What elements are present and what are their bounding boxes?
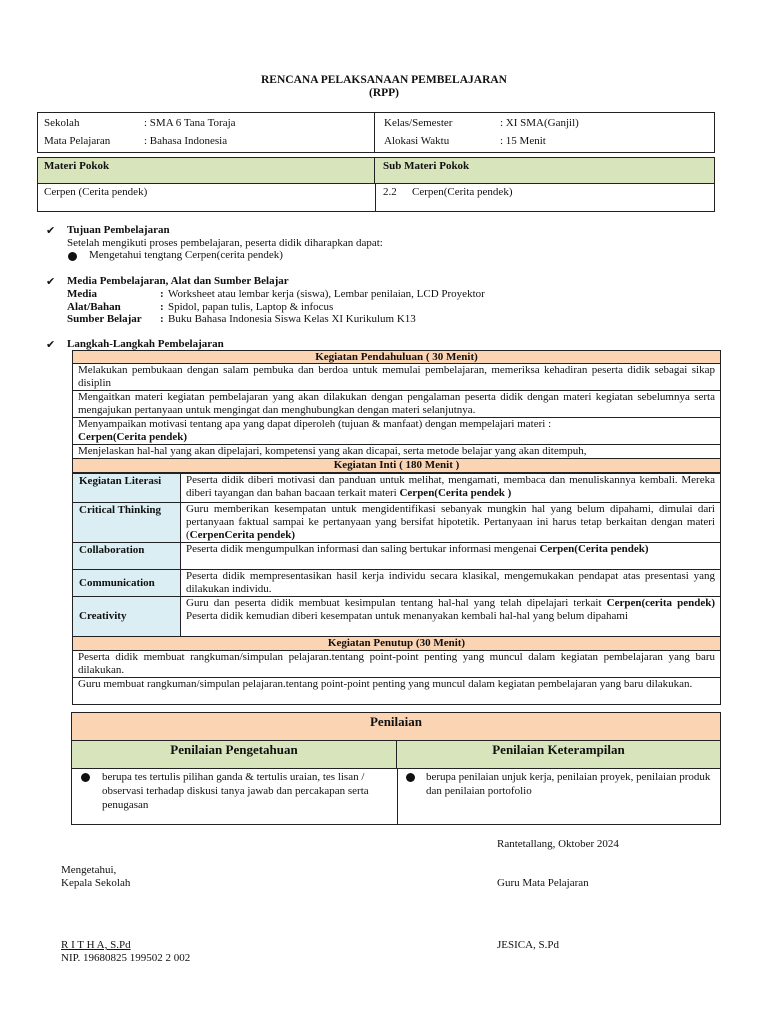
- bullet-icon: [81, 773, 90, 782]
- kepala-label: Kepala Sekolah: [61, 877, 131, 889]
- tujuan-intro: Setelah mengikuti proses pembelajaran, peserta didik diharapkan dapat:: [67, 237, 383, 249]
- media-heading: Media Pembelajaran, Alat dan Sumber Belajar: [67, 275, 289, 287]
- penilaian-header: Penilaian: [72, 713, 720, 741]
- kepala-name: R I T H A, S.Pd: [61, 939, 131, 951]
- kelas-value: : XI SMA(Ganjil): [500, 117, 579, 129]
- check-icon: ✔: [46, 275, 56, 288]
- document-subtitle: (RPP): [368, 87, 399, 99]
- penutup-row: Peserta didik membuat rangkuman/simpulan pelajaran.tentang point-point penting yang muncul dalam kegiatan pembelajaran yang baru dilakukan.: [72, 651, 721, 678]
- alat-colon: :: [160, 301, 164, 313]
- materi-divider: [375, 184, 376, 211]
- sekolah-label: Sekolah: [44, 117, 80, 129]
- identity-box: [37, 112, 715, 153]
- guru-label: Guru Mata Pelajaran: [497, 877, 589, 889]
- pendahuluan-materi: Cerpen(Cerita pendek): [78, 431, 188, 443]
- inti-table: [72, 473, 721, 637]
- inti-label: Critical Thinking: [73, 503, 181, 543]
- media-label: Media: [67, 288, 97, 300]
- penilaian-box: [71, 712, 721, 825]
- sub-materi-header-cell: [375, 158, 714, 184]
- pendahuluan-row: Mengaitkan materi kegiatan pembelajaran yang akan dilakukan dengan pengalaman peserta didik dengan materi kegiatan sebelumnya serta mengajukan pertanyaan untuk mengingat dan menghubungkan dengan materi selanjutnya.: [72, 391, 721, 418]
- langkah-heading: Langkah-Langkah Pembelajaran: [67, 338, 224, 350]
- table-row: [73, 503, 721, 543]
- materi-box: [37, 157, 715, 212]
- sub-materi-header: Sub Materi Pokok: [383, 160, 470, 172]
- inti-text: Guru memberikan kesempatan untuk mengidentifikasi sebanyak mungkin hal yang belum dipahami, dimulai dari pertanyaan faktual sampai ke pertanyaan yang bersifat hipotetik. Pertanyaan ini harus tetap berkaitan dengan materi (CerpenCerita pendek): [181, 503, 721, 543]
- alat-label: Alat/Bahan: [67, 301, 121, 313]
- inti-label: Creativity: [73, 597, 181, 637]
- inti-text: Peserta didik diberi motivasi dan panduan untuk melihat, mengamati, membaca dan menuliskannya kembali. Mereka diberi tayangan dan bahan bacaan terkait materi Cerpen(Cerita pendek ): [181, 474, 721, 503]
- sub-materi-number: 2.2: [383, 186, 397, 198]
- mapel-value: : Bahasa Indonesia: [144, 135, 228, 147]
- pengetahuan-text: berupa tes tertulis pilihan ganda & tertulis uraian, tes lisan / observasi terhadap diskusi tanya jawab dan percakapan serta penugasan: [102, 771, 369, 811]
- place-date: Rantetallang, Oktober 2024: [497, 838, 619, 850]
- materi-value: Cerpen (Cerita pendek): [44, 186, 148, 198]
- sumber-colon: :: [160, 313, 164, 325]
- table-row: [73, 597, 721, 637]
- materi-header: Materi Pokok: [44, 160, 110, 172]
- kepala-nip: NIP. 19680825 199502 2 002: [61, 952, 191, 964]
- kelas-label: Kelas/Semester: [384, 117, 453, 129]
- check-icon: ✔: [46, 224, 56, 237]
- inti-text: Peserta didik mempresentasikan hasil kerja individu secara klasikal, mengemukakan pendapat atas presentasi yang dilakukan individu.: [181, 570, 721, 597]
- sekolah-value: : SMA 6 Tana Toraja: [144, 117, 236, 129]
- keterampilan-text: berupa penilaian unjuk kerja, penilaian proyek, penilaian produk dan penilaian portofolio: [426, 771, 711, 797]
- inti-text: Guru dan peserta didik membuat kesimpulan tentang hal-hal yang telah dipelajari terkait Cerpen(cerita pendek) Peserta didik kemudian diberi kesempatan untuk menanyakan kembali hal-hal yang belum dipahami: [181, 597, 721, 637]
- alokasi-value: : 15 Menit: [500, 135, 546, 147]
- sumber-label: Sumber Belajar: [67, 313, 142, 325]
- mapel-label: Mata Pelajaran: [44, 135, 111, 147]
- pendahuluan-header: Kegiatan Pendahuluan ( 30 Menit): [72, 350, 721, 364]
- materi-header-cell: [38, 158, 375, 184]
- document-title: RENCANA PELAKSANAAN PEMBELAJARAN: [261, 74, 507, 86]
- penutup-header: Kegiatan Penutup (30 Menit): [72, 637, 721, 651]
- pendahuluan-row: [72, 418, 721, 445]
- inti-label: Communication: [73, 570, 181, 597]
- guru-name: JESICA, S.Pd: [497, 939, 560, 951]
- media-colon: :: [160, 288, 164, 300]
- tujuan-item: Mengetahui tengtang Cerpen(cerita pendek): [89, 249, 283, 261]
- inti-text: Peserta didik mengumpulkan informasi dan saling bertukar informasi mengenai Cerpen(Cerita pendek): [181, 543, 721, 570]
- pendahuluan-row: Menjelaskan hal-hal yang akan dipelajari, kompetensi yang akan dicapai, serta metode belajar yang akan ditempuh,: [72, 445, 721, 459]
- penilaian-divider: [397, 769, 398, 824]
- table-row: [73, 570, 721, 597]
- sumber-value: Buku Bahasa Indonesia Siswa Kelas XI Kurikulum K13: [168, 313, 416, 325]
- tujuan-heading: Tujuan Pembelajaran: [67, 224, 170, 236]
- penutup-row: Guru membuat rangkuman/simpulan pelajaran.tentang point-point penting yang muncul dalam kegiatan pembelajaran yang baru dilakukan.: [72, 678, 721, 705]
- check-icon: ✔: [46, 338, 56, 351]
- table-row: [73, 543, 721, 570]
- pendahuluan-motivasi: Menyampaikan motivasi tentang apa yang dapat diperoleh (tujuan & manfaat) dengan mempelajari materi :: [78, 418, 552, 430]
- inti-label: Collaboration: [73, 543, 181, 570]
- inti-header: Kegiatan Inti ( 180 Menit ): [72, 459, 721, 473]
- keterampilan-header: Penilaian Keterampilan: [397, 741, 720, 769]
- bullet-icon: [68, 252, 77, 261]
- pendahuluan-row: Melakukan pembukaan dengan salam pembuka dan berdoa untuk memulai pembelajaran, memeriksa kehadiran peserta didik sebagai sikap disiplin: [72, 364, 721, 391]
- table-row: [73, 474, 721, 503]
- mengetahui-label: Mengetahui,: [61, 864, 117, 876]
- media-value: Worksheet atau lembar kerja (siswa), Lembar penilaian, LCD Proyektor: [168, 288, 485, 300]
- alat-value: Spidol, papan tulis, Laptop & infocus: [168, 301, 334, 313]
- alokasi-label: Alokasi Waktu: [384, 135, 450, 147]
- bullet-icon: [406, 773, 415, 782]
- langkah-table: [72, 350, 721, 705]
- inti-label: Kegiatan Literasi: [73, 474, 181, 503]
- pengetahuan-header: Penilaian Pengetahuan: [72, 741, 397, 769]
- sub-materi-value: Cerpen(Cerita pendek): [412, 186, 513, 198]
